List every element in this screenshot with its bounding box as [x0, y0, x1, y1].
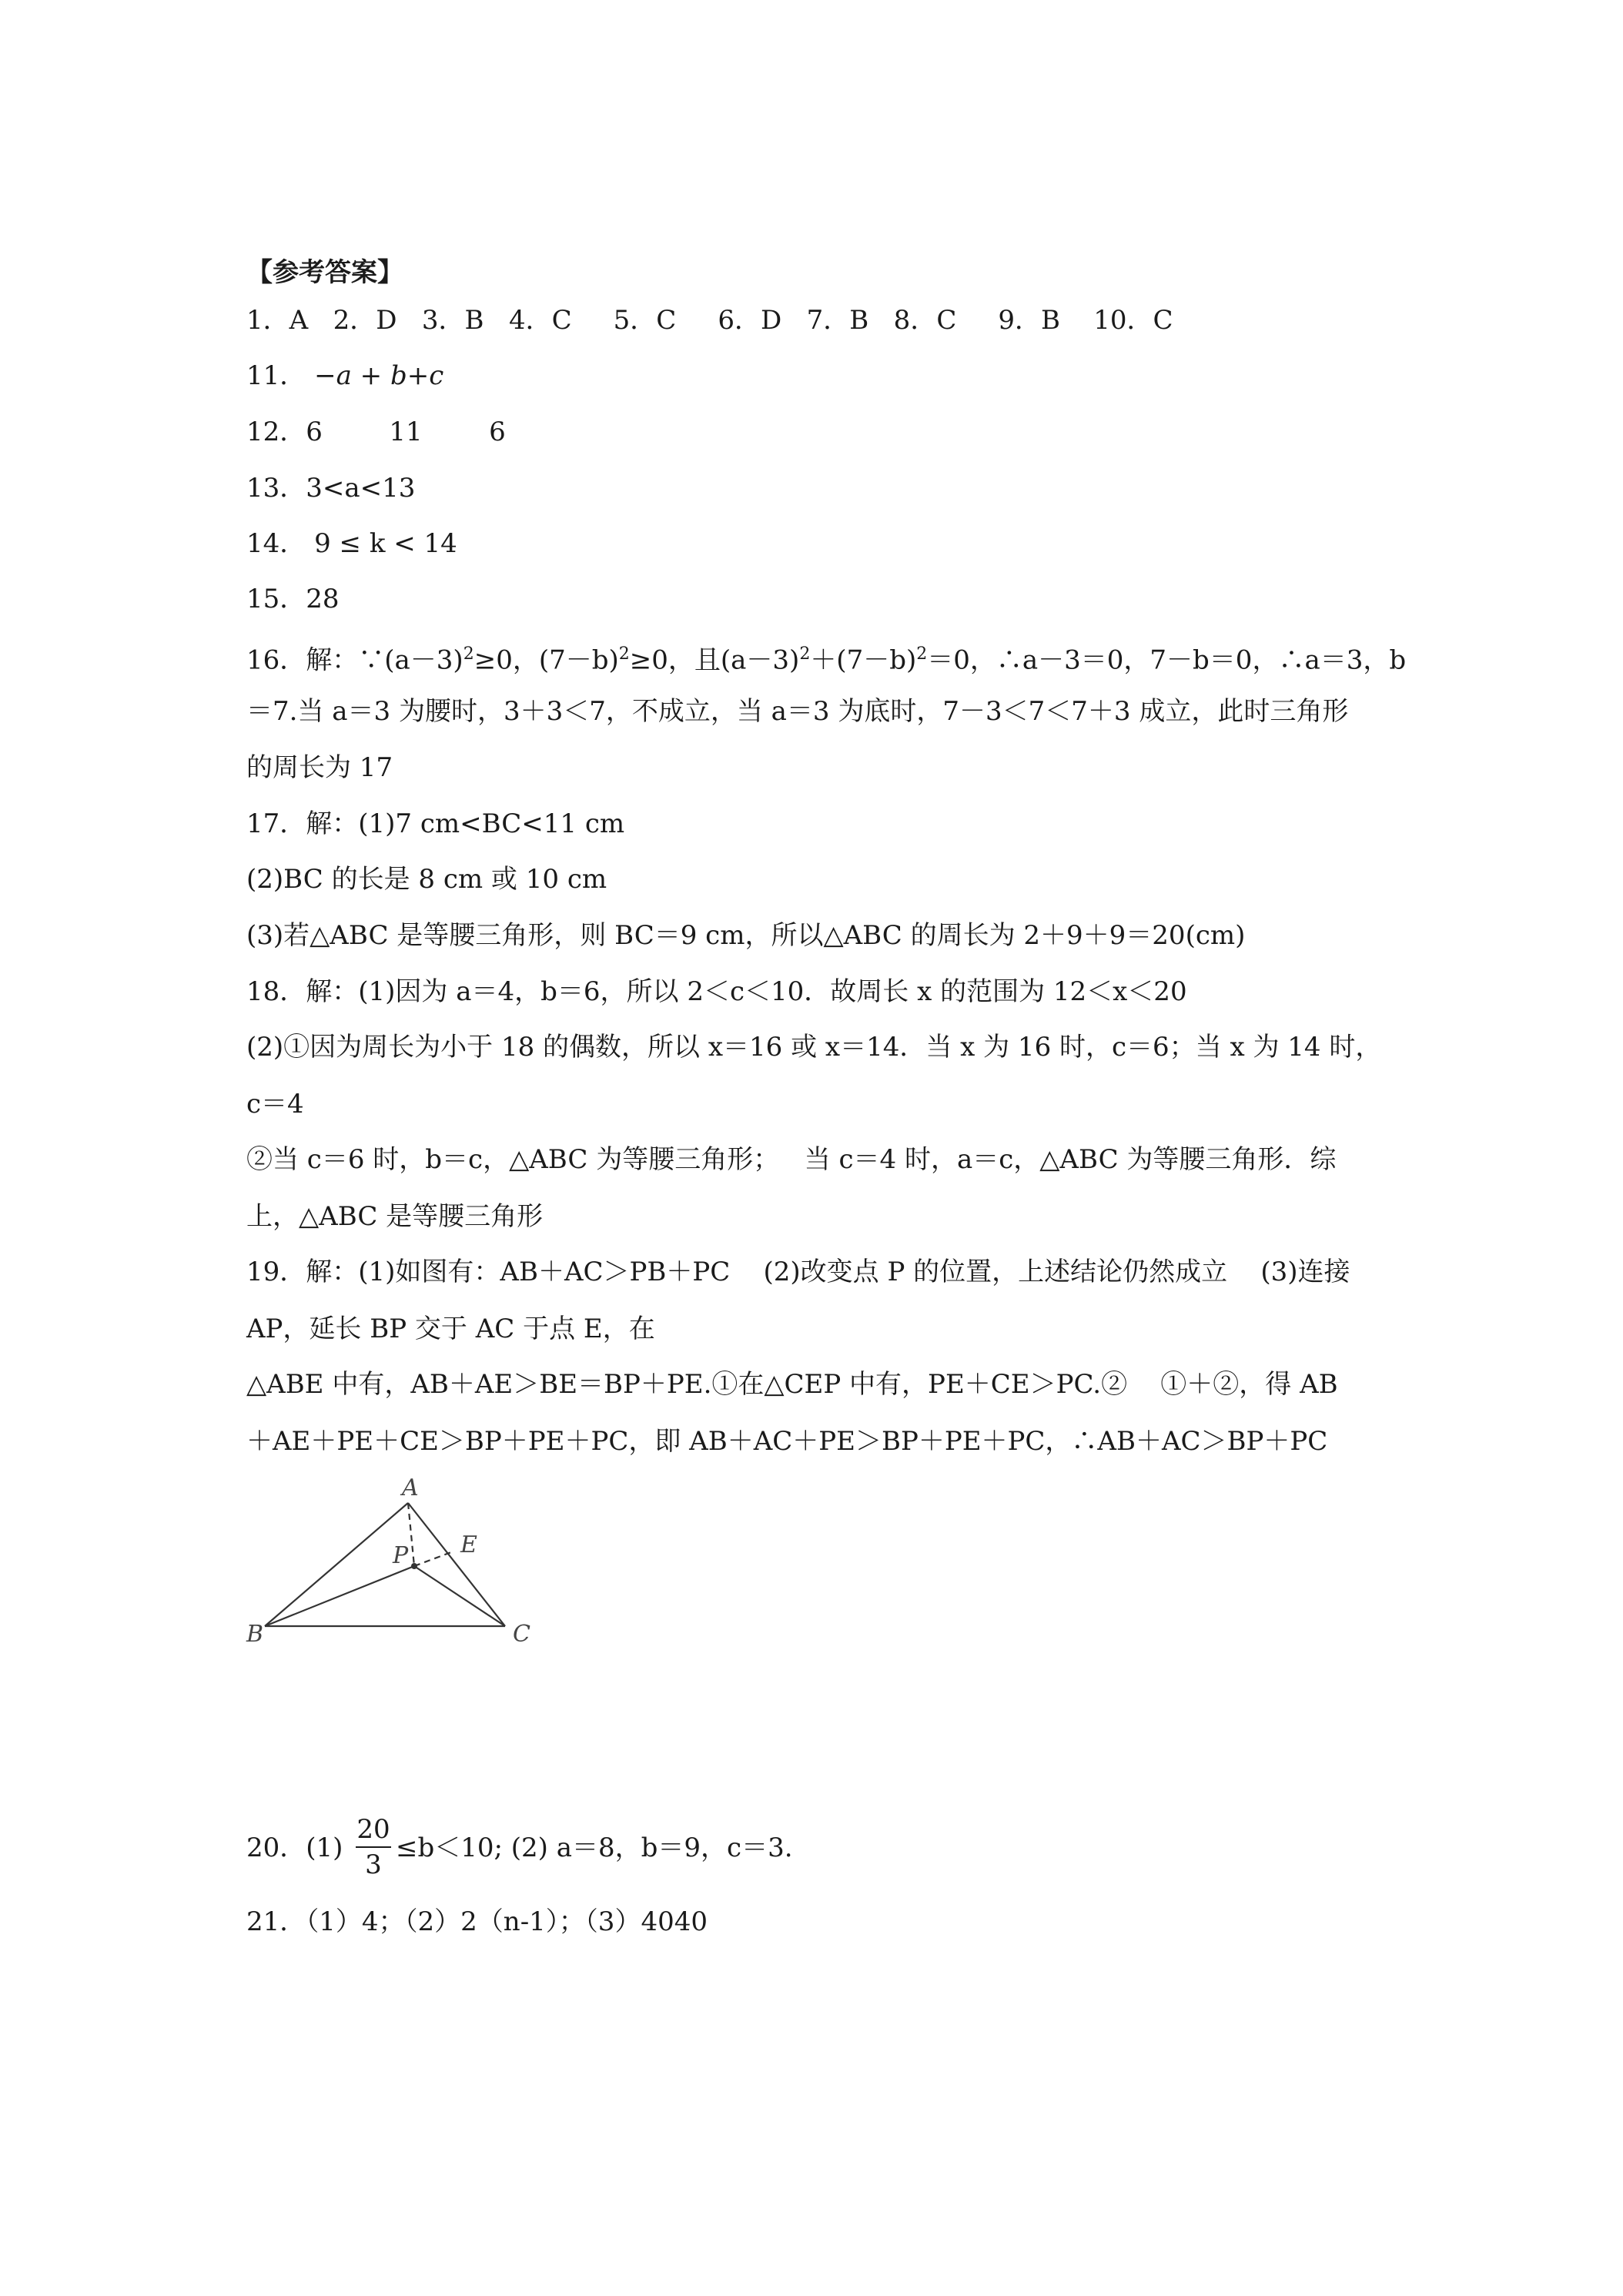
answer-line-19d: ＋AE＋PE＋CE＞BP＋PE＋PC，即 AB＋AC＋PE＞BP＋PE＋PC，∴AB＋AC＞BP＋PC — [246, 1426, 1328, 1457]
answer-line-14 — [246, 528, 457, 559]
q16-part: ＋(7－b) — [810, 644, 917, 676]
fraction-denominator: 3 — [365, 1849, 382, 1880]
q16-superscript: 2 — [799, 644, 811, 664]
answer-line-17c: (3)若△ABC 是等腰三角形，则 BC＝9 cm，所以△ABC 的周长为 2＋9＋9＝20(cm) — [246, 920, 1246, 951]
answer-line-16b: ＝7.当 a＝3 为腰时，3＋3＜7，不成立，当 a＝3 为底时，7－3＜7＜7＋3 成立，此时三角形 — [246, 696, 1349, 727]
segment-ap-dashed — [408, 1503, 414, 1566]
answer-line-16a — [246, 639, 1406, 675]
segment-pe-dashed — [414, 1552, 451, 1566]
q20-number: 20．(1) — [246, 1832, 343, 1863]
answer-line-18d: ②当 c＝6 时，b＝c，△ABC 为等腰三角形； 当 c＝4 时，a＝c，△ABC 为等腰三角形．综 — [246, 1144, 1337, 1175]
answer-line-18b: (2)①因为周长为小于 18 的偶数，所以 x＝16 或 x＝14．当 x 为 16 时，c＝6；当 x 为 14 时， — [246, 1032, 1382, 1063]
label-c: C — [513, 1621, 530, 1648]
q14-number: 14． — [246, 528, 306, 559]
q16-superscript: 2 — [618, 644, 630, 664]
fraction-numerator: 20 — [356, 1814, 391, 1848]
q16-part: ≥0，且(a－3) — [629, 644, 800, 676]
label-e: E — [460, 1531, 477, 1558]
q14-expression: 9 ≤ k < 14 — [314, 528, 457, 559]
answer-line-19a: 19．解：(1)如图有：AB＋AC＞PB＋PC (2)改变点 P 的位置，上述结论仍然成立 (3)连接 — [246, 1257, 1350, 1287]
answer-line-1-10: 1．A 2．D 3．B 4．C 5．C 6．D 7．B 8．C 9．B 10．C — [246, 305, 1173, 336]
triangle-figure — [243, 1472, 567, 1649]
side-ab — [265, 1503, 408, 1626]
answer-line-13: 13．3<a<13 — [246, 473, 416, 504]
answer-line-18a: 18．解：(1)因为 a＝4，b＝6，所以 2＜c＜10．故周长 x 的范围为 12＜x＜20 — [246, 976, 1187, 1007]
q11-expression: −a + b+c — [314, 360, 444, 391]
answer-line-21: 21．（1）4；（2）2（n-1）；（3）4040 — [246, 1906, 708, 1937]
answer-line-19c: △ABE 中有，AB＋AE＞BE＝BP＋PE.①在△CEP 中有，PE＋CE＞PC.② ①＋②，得 AB — [246, 1369, 1338, 1400]
answer-line-18e: 上，△ABC 是等腰三角形 — [246, 1201, 544, 1232]
label-b: B — [246, 1621, 264, 1648]
q11-number: 11． — [246, 360, 306, 391]
q16-part: ≥0，(7－b) — [474, 644, 619, 676]
answer-line-17a: 17．解：(1)7 cm<BC<11 cm — [246, 808, 625, 839]
answer-line-15: 15．28 — [246, 584, 340, 614]
answer-line-18c: c＝4 — [246, 1089, 304, 1120]
label-a: A — [402, 1474, 419, 1501]
segment-bp — [265, 1566, 414, 1626]
answer-line-12: 12．6 11 6 — [246, 417, 506, 447]
side-ac — [408, 1503, 505, 1626]
q20-fraction — [356, 1814, 391, 1880]
q16-superscript: 2 — [463, 644, 474, 664]
point-p — [411, 1563, 417, 1569]
answer-line-20 — [246, 1832, 343, 1863]
answer-line-11 — [246, 360, 443, 391]
q16-superscript: 2 — [916, 644, 928, 664]
answer-line-16c: 的周长为 17 — [246, 752, 393, 783]
answer-line-17b: (2)BC 的长是 8 cm 或 10 cm — [246, 864, 607, 895]
answer-heading: 【参考答案】 — [246, 257, 403, 288]
label-p: P — [393, 1542, 409, 1569]
q16-part: ＝0，∴a－3＝0，7－b＝0，∴a＝3，b — [927, 644, 1407, 676]
q16-part: 16．解：∵(a－3) — [246, 644, 463, 676]
q20-rest: ≤b＜10; (2) a＝8，b＝9，c＝3. — [396, 1832, 793, 1863]
answer-line-19b: AP，延长 BP 交于 AC 于点 E，在 — [246, 1314, 655, 1344]
segment-pc — [414, 1566, 505, 1626]
